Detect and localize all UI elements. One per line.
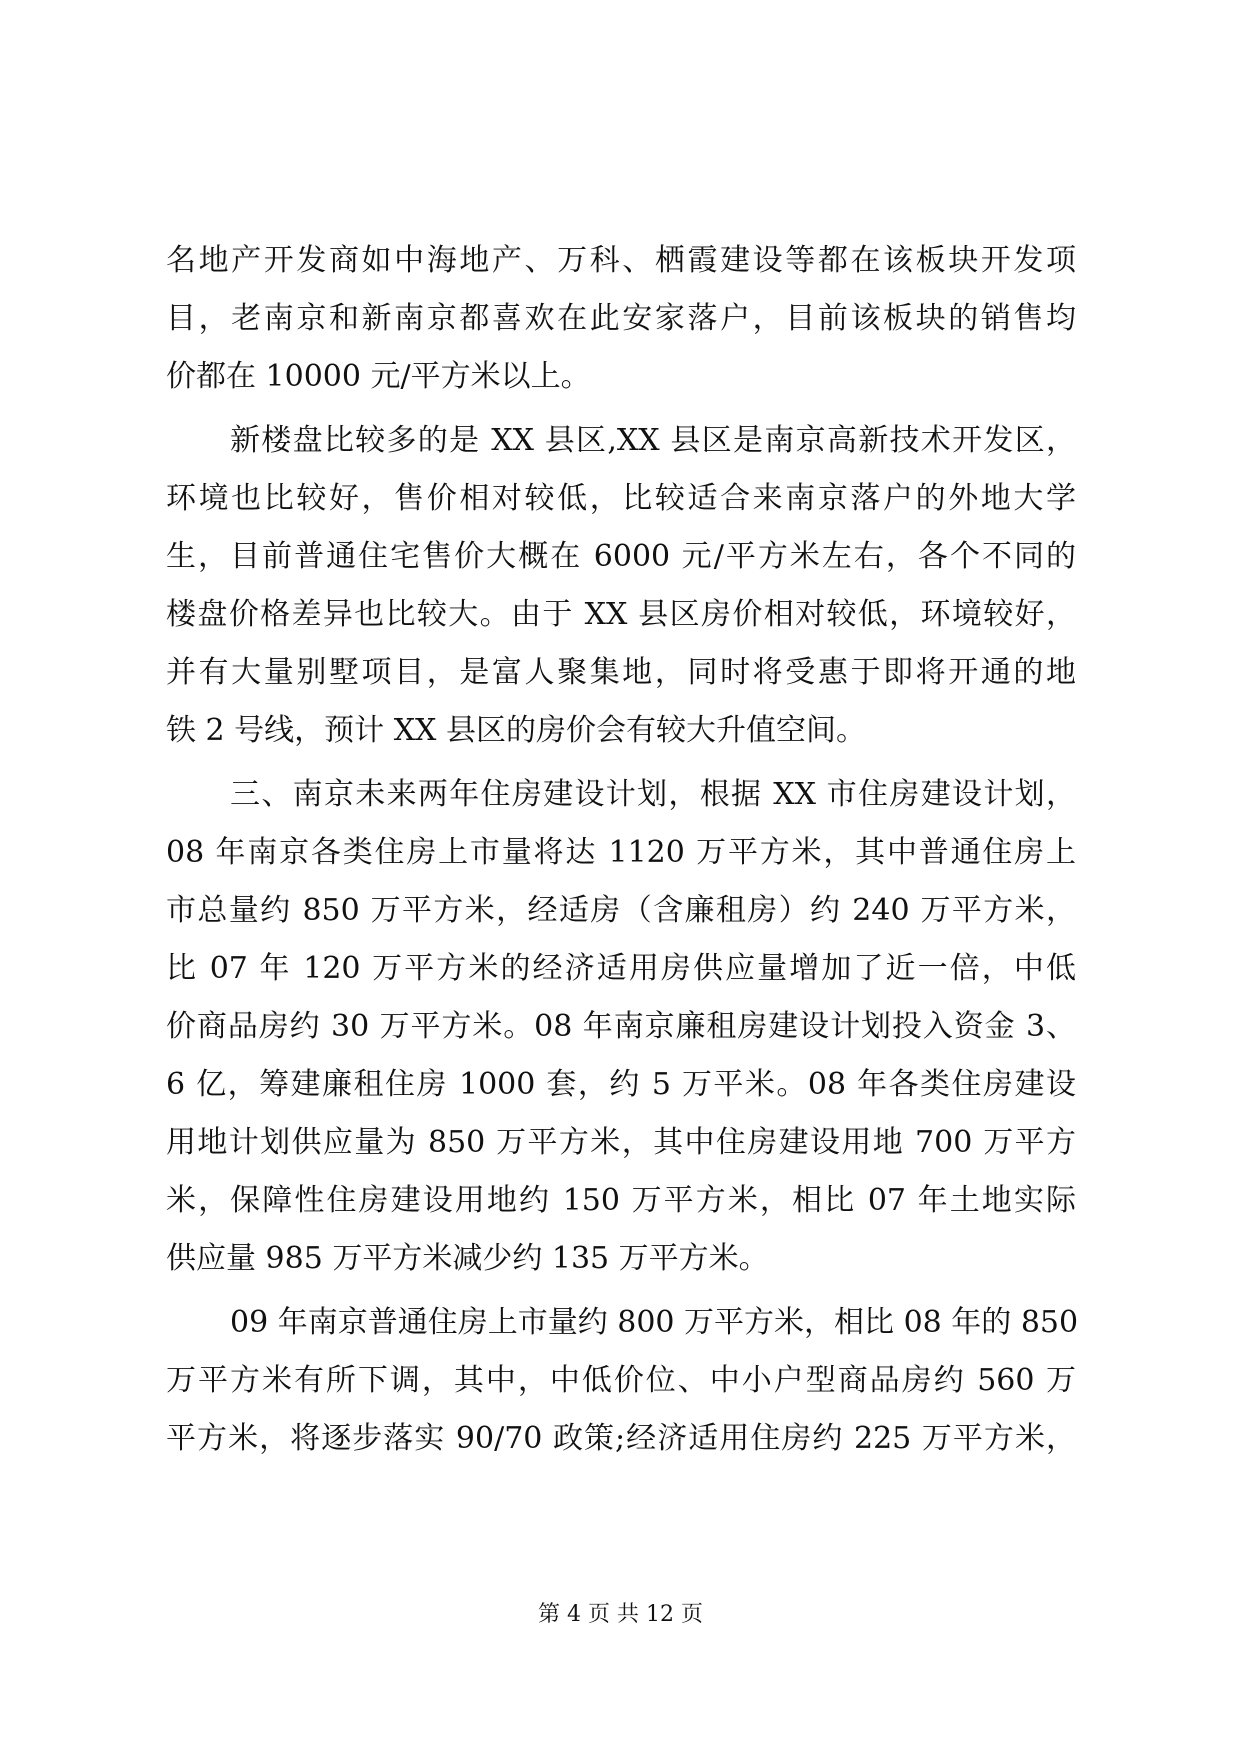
text-line: 三、南京未来两年住房建设计划，根据 XX 市住房建设计划， (230, 777, 1076, 812)
text-line: 米，保障性住房建设用地约 150 万平方米，相比 07 年土地实际 (166, 1183, 1076, 1218)
text-line: 6 亿，筹建廉租住房 1000 套，约 5 万平米。08 年各类住房建设 (166, 1067, 1076, 1102)
text-line: 比 07 年 120 万平方米的经济适用房供应量增加了近一倍，中低 (166, 951, 1076, 986)
text-line: 价都在 10000 元/平方米以上。 (166, 359, 591, 394)
text-line: 铁 2 号线，预计 XX 县区的房价会有较大升值空间。 (166, 713, 866, 748)
text-line: 供应量 985 万平方米减少约 135 万平方米。 (166, 1241, 769, 1276)
text-line: 平方米，将逐步落实 90/70 政策;经济适用住房约 225 万平方米， (166, 1421, 1076, 1456)
text-line: 楼盘价格差异也比较大。由于 XX 县区房价相对较低，环境较好， (166, 597, 1076, 632)
text-line: 并有大量别墅项目，是富人聚集地，同时将受惠于即将开通的地 (166, 655, 1076, 690)
text-line: 用地计划供应量为 850 万平方米，其中住房建设用地 700 万平方 (166, 1125, 1076, 1160)
page-footer (0, 1600, 1241, 1630)
text-line: 环境也比较好，售价相对较低，比较适合来南京落户的外地大学 (166, 481, 1076, 516)
body-text (166, 232, 1079, 1468)
text-line: 08 年南京各类住房上市量将达 1120 万平方米，其中普通住房上 (166, 835, 1076, 870)
text-line: 名地产开发商如中海地产、万科、栖霞建设等都在该板块开发项 (166, 243, 1076, 278)
text-line: 生，目前普通住宅售价大概在 6000 元/平方米左右，各个不同的 (166, 539, 1076, 574)
text-line: 09 年南京普通住房上市量约 800 万平方米，相比 08 年的 850 (230, 1305, 1079, 1340)
text-line: 万平方米有所下调，其中，中低价位、中小户型商品房约 560 万 (166, 1363, 1076, 1398)
text-line: 目，老南京和新南京都喜欢在此安家落户，目前该板块的销售均 (166, 301, 1076, 336)
text-line: 市总量约 850 万平方米，经适房（含廉租房）约 240 万平方米， (166, 893, 1076, 928)
text-line: 新楼盘比较多的是 XX 县区,XX 县区是南京高新技术开发区， (230, 423, 1076, 458)
text-line: 价商品房约 30 万平方米。08 年南京廉租房建设计划投入资金 3、 (166, 1009, 1076, 1044)
page-number: 第 4 页 共 12 页 (538, 1602, 703, 1627)
